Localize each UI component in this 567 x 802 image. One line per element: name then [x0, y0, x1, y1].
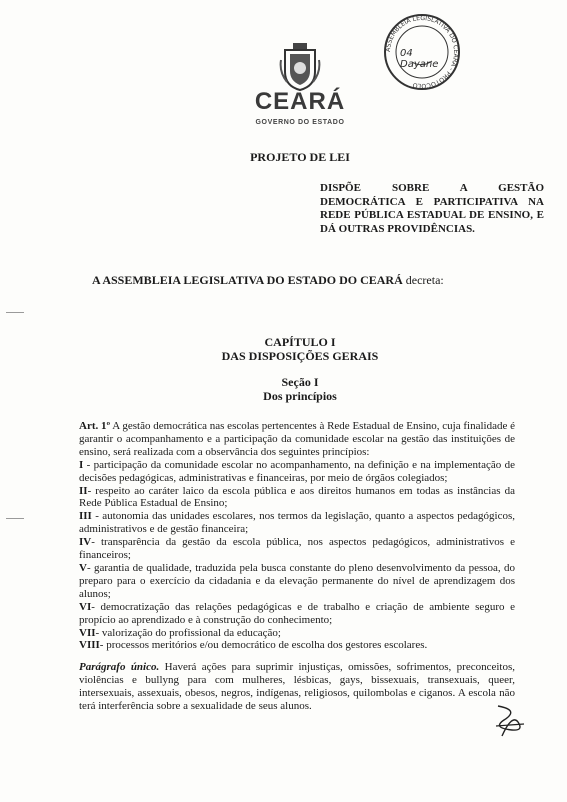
margin-mark: [6, 518, 24, 519]
article-1-item: I - participação da comunidade escolar no acompanhamento, na definição e na implementação de decisões pedagógicas, administrativas e financeiras, por meio de órgãos colegiados;: [79, 458, 515, 484]
article-1-item: IV- transparência da gestão da escola pública, nos aspectos pedagógicos, administrativos e financeiros;: [79, 536, 515, 562]
chapter-heading: CAPÍTULO I DAS DISPOSIÇÕES GERAIS: [221, 335, 379, 363]
article-1-item: VI- democratização das relações pedagógicas e de trabalho e criação de ambiente seguro e propício ao aprendizado e à construção do conhecimento;: [79, 600, 515, 626]
state-coat-of-arms-icon: [279, 42, 321, 92]
enacting-clause: A ASSEMBLEIA LEGISLATIVA DO ESTADO DO CEARÁ decreta:: [92, 273, 444, 287]
svg-text:ASSEMBLEIA LEGISLATIVA DO CEAR: ASSEMBLEIA LEGISLATIVA DO CEARÁ - PROTOCOLO: [384, 14, 460, 90]
article-1-item: V- garantia de qualidade, traduzida pela busca constante do pleno desenvolvimento da pessoa, do preparo para o exercício da cidadania e da elevação permanente do nível de aprendizagem dos alunos;: [79, 561, 515, 600]
article-1-item: III - autonomia das unidades escolares, nos termos da legislação, quanto a aspectos pedagógicos, administrativos e de gestão financeira;: [79, 510, 515, 536]
bill-ementa: DISPÕE SOBRE A GESTÃO DEMOCRÁTICA E PARTICIPATIVA NA REDE PÚBLICA ESTADUAL DE ENSINO, E DÁ OUTRAS PROVIDÊNCIAS.: [320, 182, 544, 235]
article-1-item: VIII- processos meritórios e/ou democrático de escolha dos gestores escolares.: [79, 639, 428, 652]
article-1-caput: Art. 1º A gestão democrática nas escolas pertencentes à Rede Estadual de Ensino, cuja finalidade é garantir o acompanhamento e a participação da comunidade escolar na gestão das instituições de ensino, será realizada com a observância dos seguintes princípios:: [79, 420, 516, 458]
brand-subtitle: GOVERNO DO ESTADO: [255, 119, 345, 126]
margin-mark: [6, 312, 24, 313]
article-1-item: VII- valorização do profissional da educação;: [79, 626, 281, 639]
paragraph-unico: Parágrafo único. Haverá ações para suprimir injustiças, omissões, sofrimentos, preconceitos, violências e bullyng para com mulheres, lésbicas, gays, bissexuais, transexuais, queer, intersexuais, assexuais, obesos, negros, indígenas, religiosos, quilombolas e ciganos. A escola não terá interferência sobre a sexualidade de seus alunos.: [79, 661, 516, 712]
bill-title: PROJETO DE LEI: [250, 150, 350, 164]
article-1-items: [79, 459, 515, 653]
stamp-handwriting: 04 Dayane: [400, 48, 439, 70]
brand-name: CEARÁ: [254, 88, 346, 115]
initials-signature: [490, 700, 530, 740]
article-1: [79, 420, 515, 652]
section-heading: Seção I Dos princípios: [263, 375, 337, 403]
article-1-item: II- respeito ao caráter laico da escola pública e aos direitos humanos em todas as instâncias da Rede Pública Estadual de Ensino;: [79, 484, 515, 510]
